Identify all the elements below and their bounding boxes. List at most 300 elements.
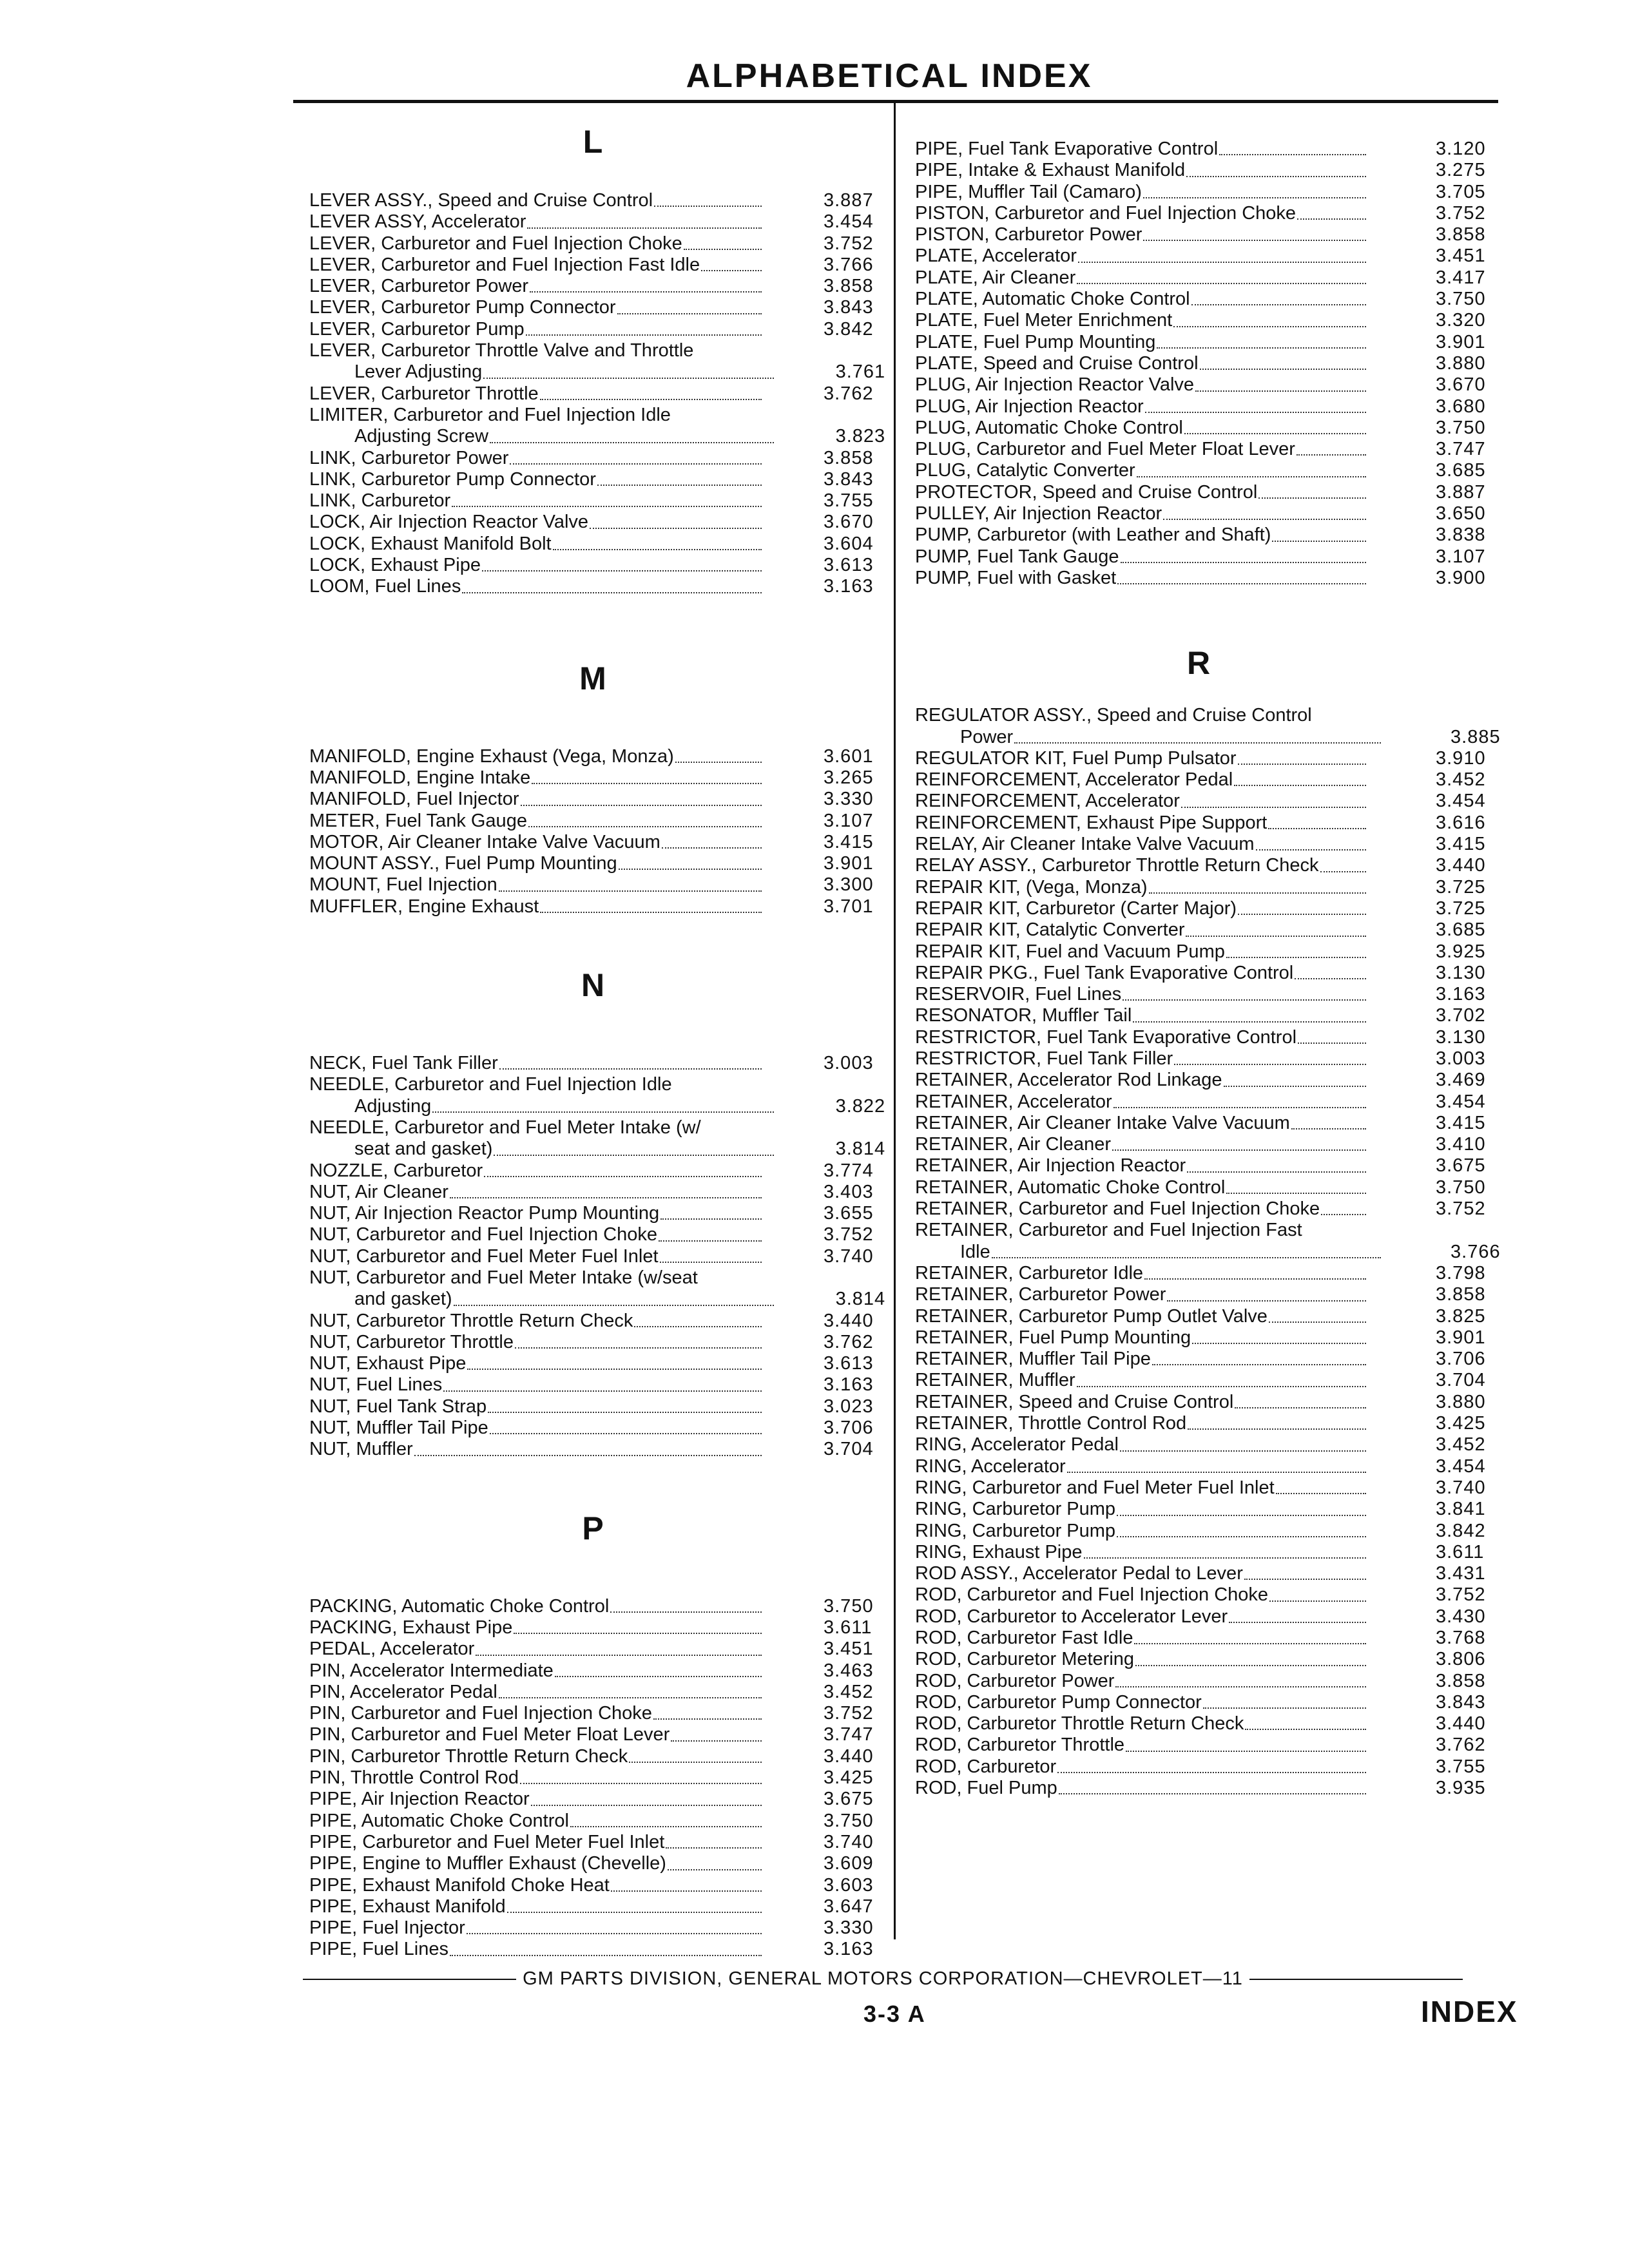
- entry-text: RETAINER, Muffler Tail Pipe: [915, 1349, 1151, 1370]
- entry-text: Lever Adjusting: [354, 361, 483, 383]
- index-entry-label: [309, 832, 762, 853]
- index-entry: [915, 1456, 1505, 1477]
- index-entry: [915, 524, 1505, 546]
- dot-leader: [617, 313, 762, 314]
- dot-leader: [666, 1847, 762, 1849]
- index-entry-label: [309, 1746, 762, 1767]
- index-entry-label: [309, 1374, 762, 1396]
- index-entry: [915, 1713, 1505, 1735]
- index-entry-label: [309, 490, 762, 512]
- index-entry: [915, 1349, 1505, 1370]
- index-entry-label: [309, 1096, 774, 1117]
- index-entry-label: [309, 576, 762, 597]
- entry-page-ref: 3.130: [1436, 962, 1486, 983]
- entry-page-ref: 3.752: [1436, 1198, 1486, 1220]
- entry-text: ROD, Carburetor Fast Idle: [915, 1628, 1133, 1648]
- index-entry: [309, 1811, 889, 1832]
- dot-leader: [1113, 1107, 1366, 1108]
- entry-page-ref: 3.670: [824, 512, 874, 533]
- entry-page-ref: 3.838: [1436, 524, 1486, 546]
- entry-page-ref: 3.885: [1451, 726, 1501, 747]
- dot-leader: [1067, 1472, 1366, 1473]
- dot-leader: [629, 1762, 762, 1763]
- dot-leader: [488, 1412, 762, 1413]
- entry-page-ref: 3.752: [824, 1703, 874, 1724]
- index-entry-label: [915, 1005, 1366, 1026]
- section-letter-l: L: [583, 124, 603, 160]
- dot-leader: [610, 1611, 762, 1613]
- index-entry: [915, 568, 1505, 589]
- entry-page-ref: 3.425: [1436, 1413, 1486, 1434]
- entry-page-ref: 3.601: [824, 745, 874, 767]
- index-entry: [309, 297, 889, 318]
- entry-page-ref: 3.752: [824, 233, 874, 254]
- index-entry-label: [309, 1311, 762, 1332]
- entry-text: ROD, Carburetor Pump Connector: [915, 1691, 1202, 1713]
- index-entry: [915, 503, 1505, 524]
- entry-page-ref: 3.415: [1436, 834, 1486, 855]
- entry-page-ref: 3.454: [824, 211, 874, 233]
- entry-text: LEVER ASSY, Accelerator: [309, 211, 526, 233]
- index-entry-label: [309, 426, 774, 447]
- index-entry-label: [915, 460, 1366, 481]
- dot-leader: [1134, 1643, 1366, 1644]
- dot-leader: [1276, 1493, 1366, 1494]
- section-letter-r: R: [1186, 645, 1211, 682]
- index-entry: [915, 1327, 1505, 1349]
- index-entry: [915, 834, 1505, 855]
- entry-page-ref: 3.604: [824, 533, 874, 554]
- entry-page-ref: 3.858: [824, 447, 874, 468]
- index-entry: [309, 1724, 889, 1745]
- entry-text: PIN, Accelerator Pedal: [309, 1681, 497, 1702]
- index-entry: [309, 1832, 889, 1853]
- entry-text: MANIFOLD, Engine Intake: [309, 767, 531, 788]
- dot-leader: [1167, 1300, 1366, 1302]
- index-entry: [915, 460, 1505, 481]
- index-entry-label: [309, 1811, 762, 1832]
- entry-page-ref: 3.887: [824, 190, 874, 211]
- entry-page-ref: 3.880: [1436, 1391, 1486, 1412]
- entry-page-ref: 3.452: [824, 1681, 874, 1702]
- section-p-entries: [309, 1596, 889, 1961]
- entry-text: REPAIR KIT, Fuel and Vacuum Pump: [915, 941, 1225, 962]
- index-entry-label: [309, 1596, 762, 1617]
- dot-leader: [450, 1955, 762, 1956]
- entry-page-ref: 3.275: [1436, 160, 1486, 181]
- dot-leader: [1195, 390, 1366, 392]
- entry-page-ref: 3.440: [824, 1310, 874, 1331]
- index-entry-label: [915, 418, 1366, 439]
- index-entry: [915, 1048, 1505, 1070]
- index-entry-label: [915, 439, 1366, 460]
- index-entry: [915, 1628, 1505, 1649]
- dot-leader: [1226, 957, 1366, 958]
- entry-page-ref: 3.613: [824, 1353, 874, 1374]
- index-entry: [309, 1767, 889, 1789]
- entry-text: PIPE, Muffler Tail (Camaro): [915, 181, 1142, 202]
- entry-text: PULLEY, Air Injection Reactor: [915, 503, 1162, 524]
- dot-leader: [992, 1257, 1381, 1258]
- index-entry: [309, 746, 889, 767]
- index-entry-label: [915, 267, 1366, 289]
- index-entry: [309, 811, 889, 832]
- index-entry: [915, 160, 1505, 181]
- index-entry: [915, 1263, 1505, 1284]
- index-entry: [915, 1649, 1505, 1670]
- index-entry-label: [309, 1289, 774, 1310]
- dot-leader: [507, 1912, 762, 1913]
- page-title: ALPHABETICAL INDEX: [686, 57, 1093, 95]
- index-entry-label: [915, 1628, 1366, 1649]
- index-entry-label: [309, 533, 762, 555]
- index-entry: [915, 1242, 1505, 1263]
- entry-text: MOUNT ASSY., Fuel Pump Mounting: [309, 853, 617, 874]
- entry-page-ref: 3.704: [824, 1439, 874, 1460]
- section-l-entries: [309, 190, 889, 598]
- index-entry: [915, 877, 1505, 898]
- entry-text: PISTON, Carburetor Power: [915, 224, 1142, 245]
- index-entry-label: [915, 524, 1366, 546]
- index-entry: [915, 812, 1505, 834]
- entry-text: NECK, Fuel Tank Filler: [309, 1053, 498, 1074]
- index-entry-label: [915, 1606, 1366, 1628]
- entry-page-ref: 3.768: [1436, 1628, 1486, 1648]
- entry-text: NOZZLE, Carburetor: [309, 1160, 483, 1181]
- dot-leader: [531, 1805, 762, 1806]
- dot-leader: [532, 783, 762, 784]
- index-entry: [915, 1155, 1505, 1177]
- index-entry: [309, 1203, 889, 1224]
- entry-page-ref: 3.822: [835, 1095, 886, 1117]
- index-entry: [309, 1224, 889, 1245]
- entry-text: PIN, Carburetor and Fuel Meter Float Lever: [309, 1724, 670, 1745]
- index-entry-label: [915, 1778, 1366, 1799]
- entry-page-ref: 3.798: [1436, 1262, 1486, 1283]
- index-entry: [915, 941, 1505, 963]
- index-entry: [915, 963, 1505, 984]
- dot-leader: [1291, 1128, 1366, 1129]
- index-entry-label: [915, 877, 1366, 898]
- index-entry-label: [915, 482, 1366, 503]
- dot-leader: [1235, 1407, 1366, 1408]
- entry-text: REINFORCEMENT, Accelerator Pedal: [915, 769, 1233, 791]
- entry-text: PACKING, Exhaust Pipe: [309, 1617, 513, 1638]
- entry-page-ref: 3.680: [1436, 396, 1486, 417]
- index-entry-label: [309, 1053, 762, 1074]
- entry-page-ref: 3.320: [1436, 310, 1486, 331]
- entry-page-ref: 3.670: [1436, 374, 1486, 396]
- entry-text: PIPE, Exhaust Manifold Choke Heat: [309, 1874, 610, 1896]
- entry-text: PEDAL, Accelerator: [309, 1639, 475, 1660]
- index-entry-label: [309, 190, 762, 211]
- index-entry: [915, 1070, 1505, 1091]
- entry-page-ref: 3.842: [1436, 1520, 1486, 1541]
- index-entry-label: [309, 1724, 762, 1745]
- dot-leader: [1137, 476, 1366, 477]
- dot-leader: [1234, 785, 1366, 786]
- entry-page-ref: 3.823: [835, 426, 886, 447]
- index-entry: [915, 374, 1505, 396]
- entry-text: ROD, Carburetor: [915, 1756, 1057, 1777]
- index-entry-label: [915, 353, 1366, 374]
- entry-text: RETAINER, Throttle Control Rod: [915, 1413, 1187, 1434]
- entry-text: PIPE, Fuel Lines: [309, 1939, 448, 1960]
- entry-page-ref: 3.650: [1436, 503, 1486, 524]
- index-entry-label: [309, 1439, 762, 1460]
- entry-page-ref: 3.452: [1436, 769, 1486, 791]
- section-n-entries: [309, 1053, 889, 1461]
- dot-leader: [1115, 1686, 1366, 1687]
- index-entry-label: [309, 1224, 762, 1245]
- index-entry: [309, 405, 889, 426]
- entry-text: RETAINER, Fuel Pump Mounting: [915, 1327, 1191, 1348]
- index-entry-label: [915, 1671, 1366, 1692]
- entry-text: REINFORCEMENT, Exhaust Pipe Support: [915, 812, 1268, 833]
- index-entry: [309, 1160, 889, 1182]
- index-entry-label: [309, 1203, 762, 1224]
- index-entry: [915, 1091, 1505, 1113]
- index-entry: [915, 748, 1505, 769]
- index-entry: [915, 396, 1505, 418]
- dot-leader: [611, 1890, 762, 1892]
- index-entry-label: [915, 855, 1366, 876]
- entry-page-ref: 3.910: [1436, 747, 1486, 769]
- entry-text: RETAINER, Muffler: [915, 1370, 1075, 1391]
- dot-leader: [520, 1783, 762, 1784]
- index-entry-label: [915, 310, 1366, 331]
- index-entry-label: [915, 1413, 1366, 1434]
- entry-text: REPAIR KIT, (Vega, Monza): [915, 876, 1148, 898]
- entry-page-ref: 3.023: [824, 1396, 874, 1417]
- dot-leader: [570, 1826, 762, 1827]
- entry-text: RESTRICTOR, Fuel Tank Filler: [915, 1048, 1173, 1069]
- entry-text: NEEDLE, Carburetor and Fuel Injection Idle: [309, 1074, 672, 1095]
- index-entry-label: [309, 512, 762, 533]
- index-entry-label: [915, 1263, 1366, 1284]
- entry-page-ref: 3.451: [1436, 245, 1486, 267]
- index-entry-label: [309, 211, 762, 233]
- dot-leader: [1186, 936, 1366, 937]
- entry-text: REPAIR PKG., Fuel Tank Evaporative Control: [915, 962, 1294, 983]
- dot-leader: [1120, 1450, 1366, 1452]
- entry-text: NUT, Air Injection Reactor Pump Mounting: [309, 1203, 660, 1224]
- index-entry: [309, 533, 889, 555]
- dot-leader: [701, 270, 762, 271]
- index-entry-label: [915, 1499, 1366, 1520]
- index-entry-label: [309, 1246, 762, 1267]
- index-entry-label: [309, 746, 762, 767]
- entry-text: LEVER, Carburetor and Fuel Injection Fast Idle: [309, 254, 700, 275]
- entry-page-ref: 3.740: [824, 1831, 874, 1852]
- dot-leader: [1084, 1557, 1367, 1559]
- index-entry: [309, 276, 889, 297]
- entry-text: RELAY ASSY., Carburetor Throttle Return Check: [915, 855, 1319, 876]
- index-entry-label: [915, 332, 1366, 353]
- entry-text: MOUNT, Fuel Injection: [309, 874, 497, 896]
- index-entry-label: [915, 503, 1366, 524]
- index-entry-label: [309, 1767, 762, 1789]
- index-entry-label: [915, 834, 1366, 855]
- dot-leader: [668, 1869, 762, 1870]
- dot-leader: [521, 805, 762, 806]
- dot-leader: [467, 1369, 762, 1370]
- entry-text: ROD, Fuel Pump: [915, 1778, 1057, 1799]
- index-entry: [309, 555, 889, 576]
- dot-leader: [1117, 1536, 1366, 1537]
- index-entry: [915, 1521, 1505, 1542]
- entry-text: RESONATOR, Muffler Tail: [915, 1005, 1132, 1026]
- dot-leader: [597, 485, 762, 486]
- dot-leader: [450, 1197, 762, 1198]
- dot-leader: [1145, 412, 1366, 413]
- index-entry-label: [309, 469, 762, 490]
- entry-page-ref: 3.858: [824, 276, 874, 297]
- index-entry-label: [915, 705, 1366, 726]
- entry-page-ref: 3.440: [1436, 1713, 1486, 1735]
- entry-text: PIPE, Exhaust Manifold: [309, 1896, 506, 1917]
- entry-page-ref: 3.425: [824, 1767, 874, 1789]
- index-entry-label: [915, 1027, 1366, 1048]
- entry-text: LEVER, Carburetor Power: [309, 276, 529, 297]
- index-entry-label: [309, 1896, 762, 1917]
- section-r-entries: [915, 705, 1505, 1799]
- dot-leader: [1014, 742, 1381, 744]
- dot-leader: [1296, 454, 1366, 456]
- entry-text: and gasket): [354, 1289, 452, 1310]
- entry-page-ref: 3.842: [824, 318, 874, 340]
- index-entry: [309, 1789, 889, 1810]
- entry-page-ref: 3.762: [824, 1331, 874, 1352]
- entry-page-ref: 3.415: [1436, 1112, 1486, 1133]
- dot-leader: [1117, 1515, 1366, 1516]
- index-entry-label: [915, 1713, 1366, 1735]
- dot-leader: [660, 1262, 762, 1263]
- entry-page-ref: 3.725: [1436, 876, 1486, 898]
- entry-text: PIN, Carburetor and Fuel Injection Choke: [309, 1703, 652, 1724]
- entry-text: PLUG, Air Injection Reactor Valve: [915, 374, 1195, 396]
- dot-leader: [1191, 304, 1366, 305]
- entry-page-ref: 3.440: [1436, 855, 1486, 876]
- dot-leader: [654, 206, 762, 207]
- section-letter-n: N: [581, 967, 605, 1004]
- entry-page-ref: 3.750: [1436, 1177, 1486, 1198]
- index-entry-label: [309, 1875, 762, 1896]
- entry-page-ref: 3.685: [1436, 919, 1486, 941]
- entry-page-ref: 3.107: [1436, 546, 1486, 567]
- index-entry-label: [915, 1584, 1366, 1606]
- entry-text: REINFORCEMENT, Accelerator: [915, 791, 1180, 812]
- index-entry-label: [309, 1660, 762, 1682]
- entry-page-ref: 3.403: [824, 1181, 874, 1202]
- dot-leader: [1077, 1386, 1366, 1387]
- index-entry-label: [915, 984, 1366, 1005]
- index-entry-label: [915, 374, 1366, 396]
- index-entry: [309, 361, 889, 383]
- dot-leader: [454, 1305, 774, 1306]
- entry-page-ref: 3.705: [1436, 181, 1486, 202]
- entry-page-ref: 3.752: [1436, 1584, 1486, 1606]
- dot-leader: [1184, 433, 1366, 434]
- dot-leader: [1295, 978, 1366, 979]
- index-entry: [915, 1542, 1505, 1563]
- index-entry-label: [915, 1756, 1366, 1778]
- entry-text: RETAINER, Accelerator Rod Linkage: [915, 1070, 1222, 1091]
- index-entry: [915, 1413, 1505, 1434]
- entry-text: NUT, Carburetor Throttle: [309, 1331, 514, 1352]
- entry-text: LEVER, Carburetor and Fuel Injection Choke: [309, 233, 682, 254]
- index-entry: [309, 490, 889, 512]
- index-entry: [915, 353, 1505, 374]
- dot-leader: [1192, 1343, 1366, 1344]
- entry-text: NEEDLE, Carburetor and Fuel Meter Intake (w/: [309, 1117, 701, 1138]
- entry-text: RING, Carburetor Pump: [915, 1499, 1116, 1520]
- entry-page-ref: 3.603: [824, 1874, 874, 1896]
- dot-leader: [540, 912, 762, 913]
- entry-text: LIMITER, Carburetor and Fuel Injection Idle: [309, 404, 671, 425]
- index-entry: [915, 1735, 1505, 1756]
- index-entry: [309, 896, 889, 918]
- index-entry-label: [309, 1832, 762, 1853]
- index-entry: [309, 255, 889, 276]
- section-p-continued-entries: [915, 139, 1505, 589]
- footer-rule-right: [1249, 1979, 1463, 1980]
- entry-page-ref: 3.843: [1436, 1691, 1486, 1713]
- dot-leader: [1186, 176, 1366, 177]
- entry-page-ref: 3.880: [1436, 352, 1486, 374]
- entry-page-ref: 3.814: [835, 1139, 886, 1160]
- dot-leader: [1077, 283, 1366, 284]
- index-entry: [915, 1220, 1505, 1241]
- entry-text: NUT, Carburetor and Fuel Meter Fuel Inlet: [309, 1245, 659, 1267]
- entry-text: PIPE, Air Injection Reactor: [309, 1789, 530, 1810]
- index-entry: [309, 853, 889, 874]
- dot-leader: [1157, 347, 1366, 349]
- index-entry-label: [309, 1639, 762, 1660]
- index-entry: [915, 984, 1505, 1005]
- index-entry: [915, 1198, 1505, 1220]
- dot-leader: [553, 549, 762, 550]
- entry-page-ref: 3.825: [1436, 1305, 1486, 1327]
- index-entry: [309, 383, 889, 405]
- entry-text: LEVER ASSY., Speed and Cruise Control: [309, 190, 653, 211]
- index-entry: [915, 1692, 1505, 1713]
- index-entry-label: [915, 1306, 1366, 1327]
- entry-text: PIPE, Carburetor and Fuel Meter Fuel Inlet: [309, 1831, 665, 1852]
- index-entry-label: [915, 1198, 1366, 1220]
- index-entry-label: [915, 748, 1366, 769]
- index-entry-label: [915, 1542, 1366, 1563]
- index-entry-label: [915, 769, 1366, 791]
- entry-page-ref: 3.762: [824, 383, 874, 404]
- entry-text: PUMP, Fuel with Gasket: [915, 567, 1117, 588]
- dot-leader: [619, 869, 762, 870]
- entry-text: REPAIR KIT, Catalytic Converter: [915, 919, 1185, 941]
- dot-leader: [1226, 1193, 1366, 1194]
- entry-text: REGULATOR ASSY., Speed and Cruise Control: [915, 705, 1312, 726]
- index-entry: [309, 233, 889, 255]
- index-entry-label: [309, 811, 762, 832]
- entry-text: PUMP, Carburetor (with Leather and Shaft): [915, 524, 1271, 546]
- index-entry-label: [309, 1182, 762, 1203]
- entry-text: PIN, Carburetor Throttle Return Check: [309, 1745, 628, 1767]
- index-entry: [309, 1246, 889, 1267]
- index-entry-label: [915, 1349, 1366, 1370]
- index-entry-label: [309, 1074, 762, 1095]
- index-entry-label: [915, 791, 1366, 812]
- entry-page-ref: 3.925: [1436, 941, 1486, 962]
- index-entry-label: [915, 1434, 1366, 1456]
